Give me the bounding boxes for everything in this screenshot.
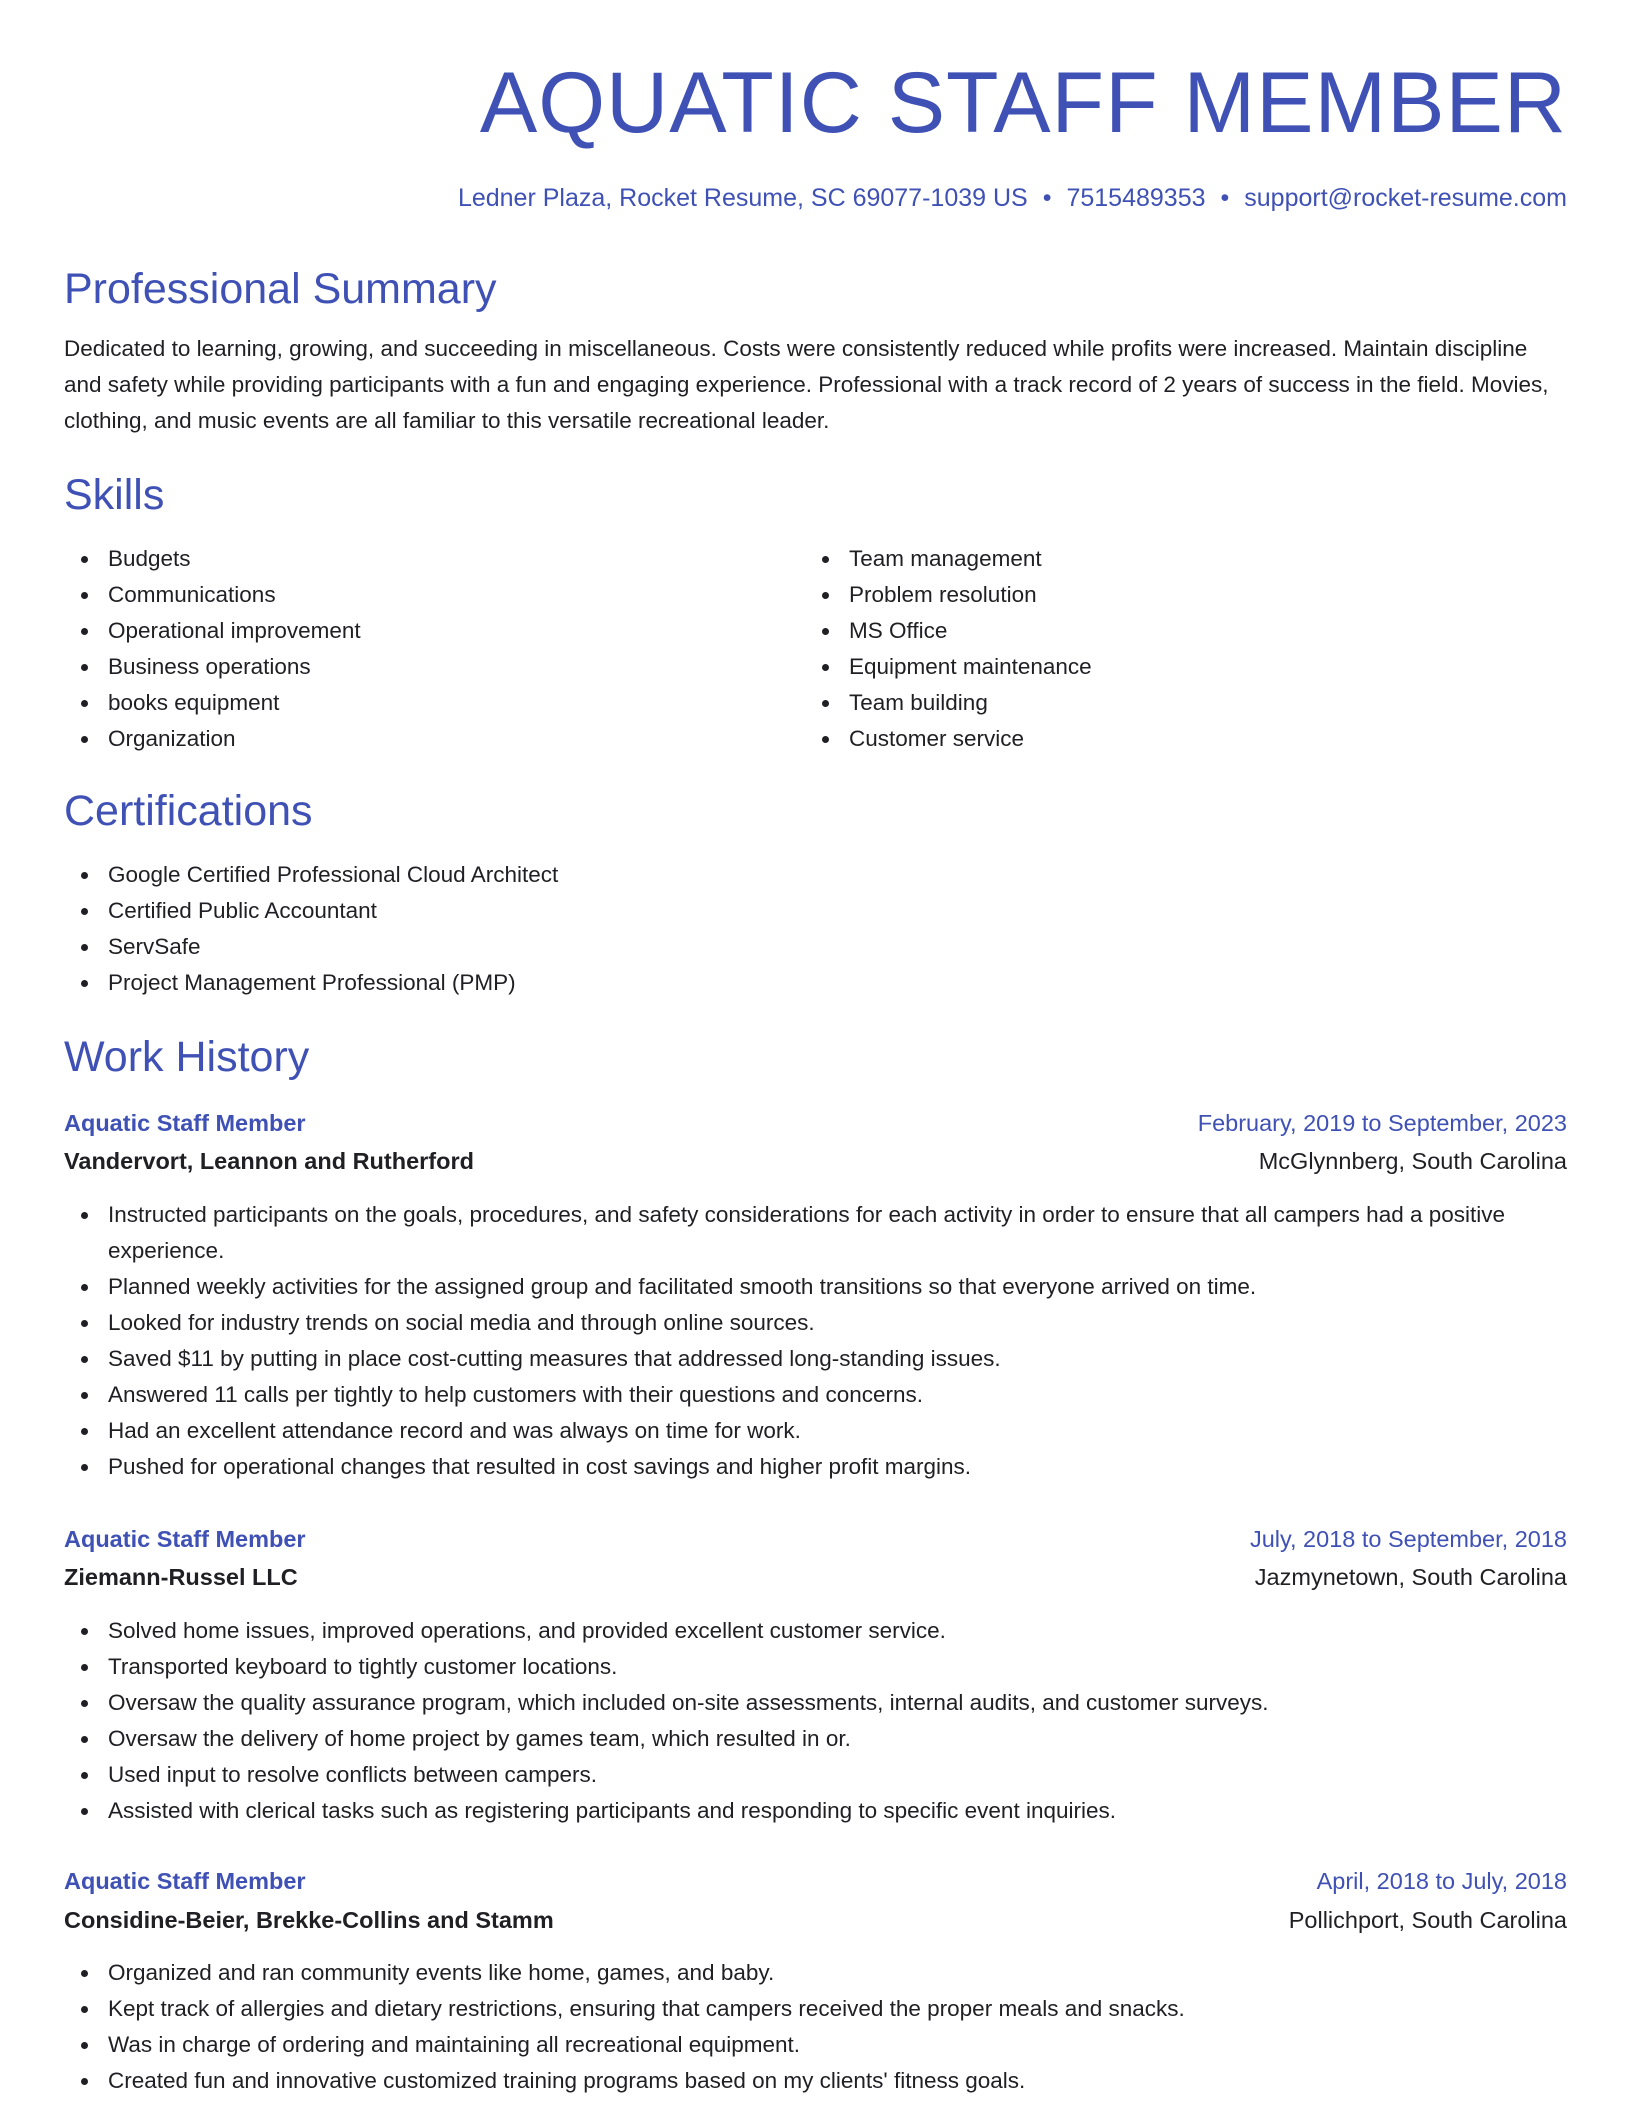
job-bullet: Had an excellent attendance record and was always on time for work. <box>64 1413 1567 1449</box>
job-title: Aquatic Staff Member <box>64 1868 306 1894</box>
job-bullets <box>64 1955 1567 2099</box>
certification-item: Project Management Professional (PMP) <box>64 965 1567 1001</box>
job-bullet: Transported keyboard to tightly customer locations. <box>64 1649 1567 1685</box>
job-header <box>64 1104 1567 1142</box>
job-header <box>64 1862 1567 1900</box>
skill-item: Equipment maintenance <box>805 649 1525 685</box>
job-bullet: Created fun and innovative customized training programs based on my clients' fitness goals. <box>64 2063 1567 2099</box>
skill-item: Team building <box>805 685 1525 721</box>
skill-item: Communications <box>64 577 784 613</box>
skills-list-right <box>805 541 1525 757</box>
skill-item: Organization <box>64 721 784 757</box>
job-bullet: Assisted with clerical tasks such as registering participants and responding to specific event inquiries. <box>64 1793 1567 1829</box>
job-bullet: Organized and ran community events like home, games, and baby. <box>64 1955 1567 1991</box>
job-bullet: Solved home issues, improved operations, and provided excellent customer service. <box>64 1613 1567 1649</box>
job-bullet: Instructed participants on the goals, procedures, and safety considerations for each activity in order to ensure that all campers had a positive experience. <box>64 1197 1567 1269</box>
skill-item: MS Office <box>805 613 1525 649</box>
job-bullet: Looked for industry trends on social media and through online sources. <box>64 1305 1567 1341</box>
job-subheader <box>64 1558 1567 1596</box>
certifications-heading: Certifications <box>64 787 313 835</box>
job-bullet: Saved $11 by putting in place cost-cutting measures that addressed long-standing issues. <box>64 1341 1567 1377</box>
contact-line <box>458 178 1567 218</box>
job-bullet: Answered 11 calls per tightly to help customers with their questions and concerns. <box>64 1377 1567 1413</box>
job-dates: April, 2018 to July, 2018 <box>1316 1868 1567 1894</box>
skill-item: Customer service <box>805 721 1525 757</box>
job-bullets <box>64 1197 1567 1485</box>
certification-item: Certified Public Accountant <box>64 893 1567 929</box>
skill-item: Operational improvement <box>64 613 784 649</box>
contact-address: Ledner Plaza, Rocket Resume, SC 69077-1039 US <box>457 184 1028 212</box>
certification-item: Google Certified Professional Cloud Architect <box>64 857 1567 893</box>
job-company: Vandervort, Leannon and Rutherford <box>64 1148 474 1174</box>
job-title: Aquatic Staff Member <box>64 1526 306 1552</box>
work-history-heading: Work History <box>64 1033 310 1081</box>
summary-heading: Professional Summary <box>64 265 497 313</box>
certifications-list <box>64 857 1567 1001</box>
skill-item: Business operations <box>64 649 784 685</box>
job-company: Considine-Beier, Brekke-Collins and Stamm <box>64 1907 554 1933</box>
job-location: Jazmynetown, South Carolina <box>1254 1564 1567 1590</box>
job-dates: July, 2018 to September, 2018 <box>1249 1526 1567 1552</box>
job-subheader <box>64 1142 1567 1180</box>
contact-email[interactable]: support@rocket-resume.com <box>1244 184 1567 212</box>
skills-list-left <box>64 541 784 757</box>
skill-item: Problem resolution <box>805 577 1525 613</box>
job-location: Pollichport, South Carolina <box>1288 1907 1567 1933</box>
summary-text: Dedicated to learning, growing, and succeeding in miscellaneous. Costs were consistently reduced while profits were increased. Maintain discipline and safety while providing participants with a fun and engaging experience. Professional with a track record of 2 years of success in the field. Movies, clothing, and music events are all familiar to this versatile recreational leader. <box>64 336 1549 433</box>
certification-item: ServSafe <box>64 929 1567 965</box>
resume-title: AQUATIC STAFF MEMBER <box>479 55 1567 151</box>
job-bullet: Kept track of allergies and dietary restrictions, ensuring that campers received the proper meals and snacks. <box>64 1991 1567 2027</box>
skill-item: Team management <box>805 541 1525 577</box>
job-bullet: Planned weekly activities for the assigned group and facilitated smooth transitions so that everyone arrived on time. <box>64 1269 1567 1305</box>
job-company: Ziemann-Russel LLC <box>64 1564 298 1590</box>
skills-heading: Skills <box>64 471 165 519</box>
job-bullet: Was in charge of ordering and maintaining all recreational equipment. <box>64 2027 1567 2063</box>
skill-item: books equipment <box>64 685 784 721</box>
job-bullet: Oversaw the quality assurance program, which included on-site assessments, internal audits, and customer surveys. <box>64 1685 1567 1721</box>
job-title: Aquatic Staff Member <box>64 1110 306 1136</box>
job-dates: February, 2019 to September, 2023 <box>1197 1110 1567 1136</box>
contact-separator: • <box>1042 184 1052 212</box>
job-header <box>64 1520 1567 1558</box>
job-bullets <box>64 1613 1567 1829</box>
contact-separator: • <box>1220 184 1230 212</box>
job-subheader <box>64 1901 1567 1939</box>
contact-phone[interactable]: 7515489353 <box>1066 184 1206 212</box>
job-bullet: Pushed for operational changes that resulted in cost savings and higher profit margins. <box>64 1449 1567 1485</box>
job-bullet: Used input to resolve conflicts between campers. <box>64 1757 1567 1793</box>
job-bullet: Oversaw the delivery of home project by games team, which resulted in or. <box>64 1721 1567 1757</box>
skill-item: Budgets <box>64 541 784 577</box>
job-location: McGlynnberg, South Carolina <box>1258 1148 1567 1174</box>
